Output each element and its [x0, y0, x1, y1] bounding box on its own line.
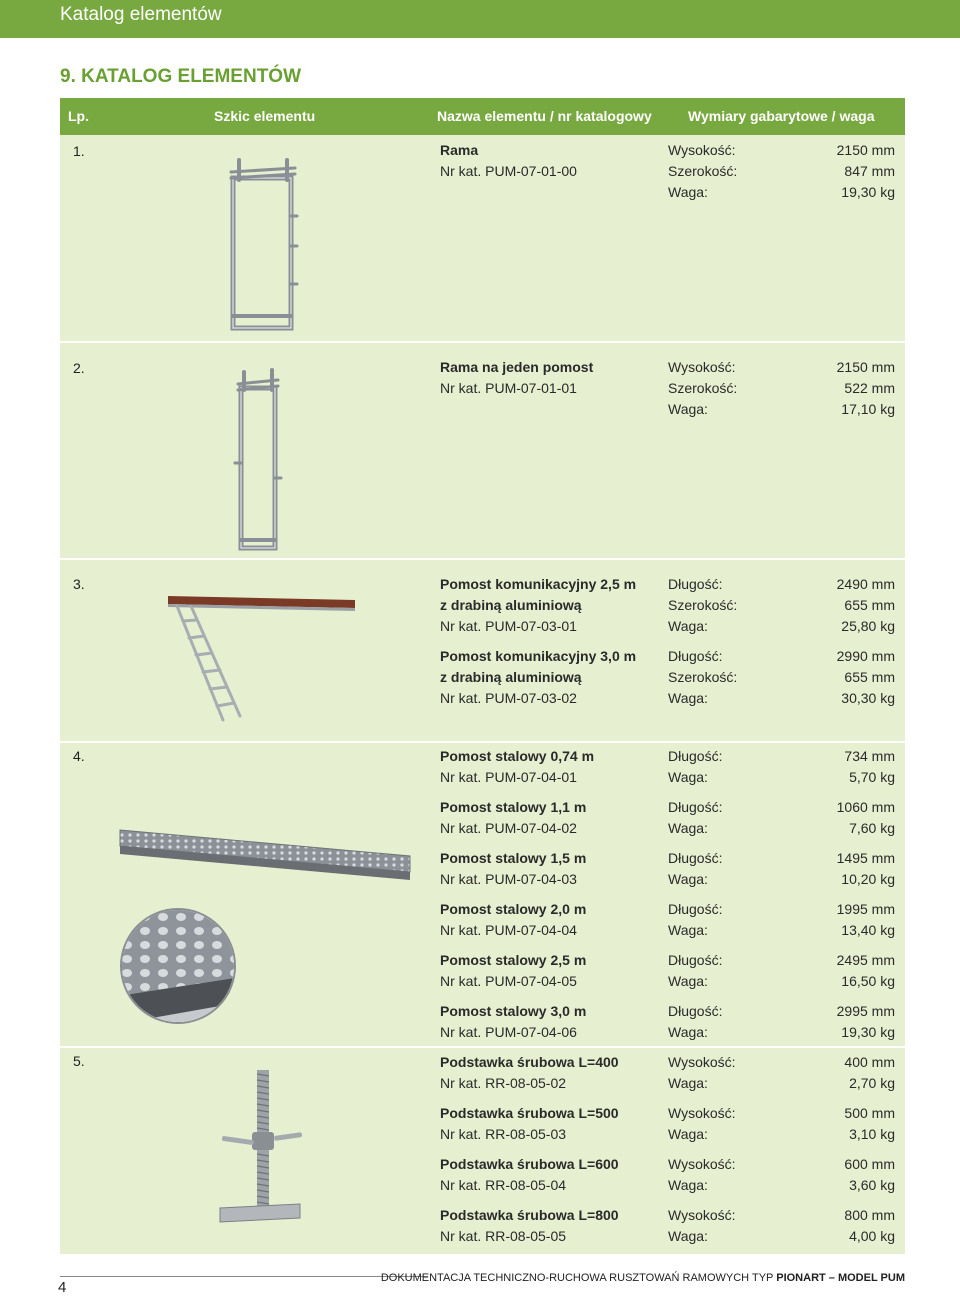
footer-divider [60, 1276, 428, 1277]
list-item: Pomost stalowy 2,5 m Nr kat. PUM-07-04-05 [440, 952, 587, 989]
spec-labels: Długość: Waga: [668, 1003, 723, 1040]
spec-values: 2995 mm 19,30 kg [836, 1003, 895, 1040]
row-number: 1. [73, 143, 85, 159]
spec-values: 600 mm 3,60 kg [844, 1156, 895, 1193]
spec-values: 800 mm 4,00 kg [844, 1207, 895, 1244]
list-item: Pomost stalowy 3,0 m Nr kat. PUM-07-04-06 [440, 1003, 587, 1040]
list-item: Pomost komunikacyjny 2,5 m z drabiną aluminiową Nr kat. PUM-07-03-01 [440, 576, 637, 634]
list-item: Pomost komunikacyjny 3,0 m z drabiną aluminiową Nr kat. PUM-07-03-02 [440, 648, 637, 706]
row-number: 5. [73, 1053, 85, 1069]
spec-values: 2990 mm 655 mm 30,30 kg [836, 648, 895, 706]
spec-values: 1060 mm 7,60 kg [836, 799, 895, 836]
list-item: Pomost stalowy 2,0 m Nr kat. PUM-07-04-04 [440, 901, 587, 938]
spec-labels: Wysokość: Waga: [668, 1054, 736, 1091]
spec-labels: Wysokość: Waga: [668, 1156, 736, 1193]
spec-values: 2490 mm 655 mm 25,80 kg [836, 576, 895, 634]
column-header-name: Nazwa elementu / nr katalogowy [437, 108, 652, 124]
row-divider [60, 741, 905, 743]
spec-values: 2495 mm 16,50 kg [836, 952, 895, 989]
spec-labels: Wysokość: Szerokość: Waga: [668, 142, 738, 200]
list-item: Podstawka śrubowa L=500 Nr kat. RR-08-05-03 [440, 1105, 619, 1142]
row-number: 2. [73, 360, 85, 376]
header-title: Katalog elementów [60, 4, 222, 25]
row-divider [60, 558, 905, 560]
spec-labels: Długość: Waga: [668, 799, 723, 836]
spec-labels: Wysokość: Waga: [668, 1105, 736, 1142]
list-item: Podstawka śrubowa L=400 Nr kat. RR-08-05-02 [440, 1054, 619, 1091]
spec-labels: Wysokość: Waga: [668, 1207, 736, 1244]
list-item: Pomost stalowy 1,5 m Nr kat. PUM-07-04-03 [440, 850, 587, 887]
spec-values: 1495 mm 10,20 kg [836, 850, 895, 887]
spec-labels: Długość: Waga: [668, 901, 723, 938]
page-number: 4 [58, 1279, 67, 1296]
footer-text: DOKUMENTACJA TECHNICZNO-RUCHOWA RUSZTOWAŃ RAMOWYCH TYP PIONART – MODEL PUM [380, 1272, 905, 1284]
spec-labels: Długość: Waga: [668, 748, 723, 785]
spec-labels: Długość: Szerokość: Waga: [668, 576, 738, 634]
column-header-sketch: Szkic elementu [214, 108, 316, 124]
spec-labels: Długość: Waga: [668, 952, 723, 989]
spec-values: 1995 mm 13,40 kg [836, 901, 895, 938]
spec-labels: Długość: Szerokość: Waga: [668, 648, 738, 706]
spec-labels: Długość: Waga: [668, 850, 723, 887]
list-item: Pomost stalowy 1,1 m Nr kat. PUM-07-04-02 [440, 799, 587, 836]
spec-values: 2150 mm 847 mm 19,30 kg [836, 142, 895, 200]
spec-values: 2150 mm 522 mm 17,10 kg [836, 359, 895, 417]
list-item: Rama na jeden pomost Nr kat. PUM-07-01-01 [440, 359, 594, 396]
section-title: 9. KATALOG ELEMENTÓW [60, 66, 302, 87]
spec-values: 734 mm 5,70 kg [844, 748, 895, 785]
spec-labels: Wysokość: Szerokość: Waga: [668, 359, 738, 417]
row-divider [60, 341, 905, 343]
spec-values: 400 mm 2,70 kg [844, 1054, 895, 1091]
list-item: Podstawka śrubowa L=600 Nr kat. RR-08-05-04 [440, 1156, 619, 1193]
top-header-bar [0, 0, 960, 38]
frame-single-platform-image [230, 368, 290, 559]
list-item: Rama Nr kat. PUM-07-01-00 [440, 142, 577, 179]
spec-values: 500 mm 3,10 kg [844, 1105, 895, 1142]
row-number: 4. [73, 748, 85, 764]
row-divider [60, 1046, 905, 1048]
platform-with-ladder-image [165, 586, 365, 731]
list-item: Pomost stalowy 0,74 m Nr kat. PUM-07-04-01 [440, 748, 595, 785]
column-header-dimensions: Wymiary gabarytowe / waga [688, 108, 875, 124]
frame-image [215, 156, 325, 343]
row-number: 3. [73, 576, 85, 592]
screw-jack-image [218, 1068, 308, 1233]
catalog-table [60, 98, 905, 1254]
column-header-lp: Lp. [68, 108, 89, 124]
table-header [60, 98, 905, 135]
list-item: Podstawka śrubowa L=800 Nr kat. RR-08-05-05 [440, 1207, 619, 1244]
steel-platform-image [118, 826, 418, 1031]
